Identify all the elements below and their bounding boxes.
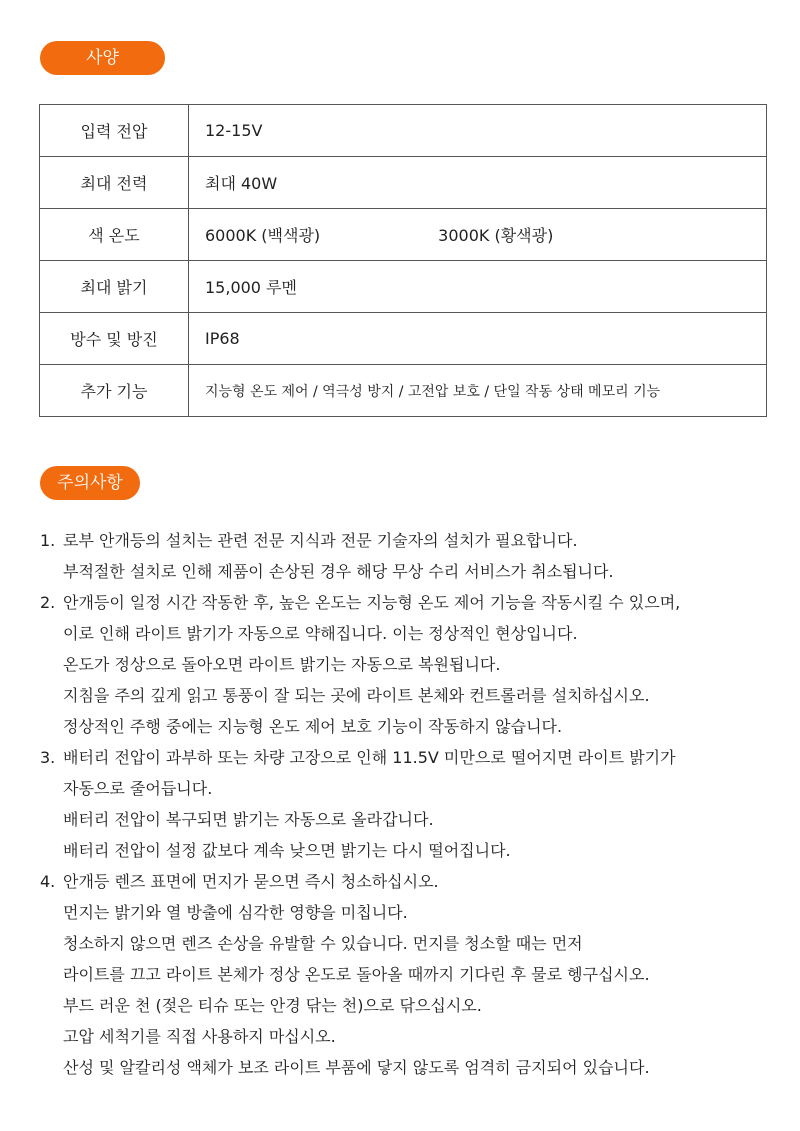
caution-line: 배터리 전압이 설정 값보다 계속 낮으면 밝기는 다시 떨어집니다. (63, 841, 511, 860)
spec-label: 색 온도 (40, 209, 189, 261)
caution-text: 로부 안개등의 설치는 관련 전문 지식과 전문 기술자의 설치가 필요합니다. (63, 531, 578, 550)
caution-line: 자동으로 줄어듭니다. (63, 779, 213, 798)
caution-item (40, 525, 770, 587)
caution-line: 이로 인해 라이트 밝기가 자동으로 약해집니다. 이는 정상적인 현상입니다. (63, 624, 578, 643)
caution-item (40, 866, 770, 1083)
caution-line (40, 587, 770, 618)
caution-line: 부드 러운 천 (젖은 티슈 또는 안경 닦는 천)으로 닦으십시오. (63, 996, 482, 1015)
caution-line: 산성 및 알칼리성 액체가 보조 라이트 부품에 닿지 않도록 엄격히 금지되어 있습니다. (63, 1058, 650, 1077)
spec-section-badge: 사양 (40, 41, 165, 75)
spec-label: 추가 기능 (40, 365, 189, 417)
spec-label: 최대 전력 (40, 157, 189, 209)
caution-line (40, 866, 770, 897)
spec-row (40, 157, 767, 209)
caution-number: 2. (40, 593, 56, 612)
caution-number: 3. (40, 748, 56, 767)
spec-value: 12-15V (189, 105, 767, 157)
spec-value (189, 209, 767, 261)
spec-row (40, 365, 767, 417)
caution-number: 4. (40, 872, 56, 891)
caution-section-badge: 주의사항 (40, 466, 140, 500)
spec-row (40, 313, 767, 365)
spec-label: 입력 전압 (40, 105, 189, 157)
caution-line: 부적절한 설치로 인해 제품이 손상된 경우 해당 무상 수리 서비스가 취소됩니다. (63, 562, 614, 581)
caution-list (40, 525, 770, 1083)
spec-value-yellow: 3000K (황색광) (438, 226, 554, 245)
caution-line: 청소하지 않으면 렌즈 손상을 유발할 수 있습니다. 먼지를 청소할 때는 먼저 (63, 934, 583, 953)
spec-value: IP68 (189, 313, 767, 365)
spec-value-white: 6000K (백색광) (205, 226, 321, 245)
caution-line: 라이트를 끄고 라이트 본체가 정상 온도로 돌아올 때까지 기다린 후 물로 헹구십시오. (63, 965, 650, 984)
spec-value: 15,000 루멘 (189, 261, 767, 313)
caution-line (40, 525, 770, 556)
caution-line: 정상적인 주행 중에는 지능형 온도 제어 보호 기능이 작동하지 않습니다. (63, 717, 563, 736)
caution-text: 안개등 렌즈 표면에 먼지가 묻으면 즉시 청소하십시오. (63, 872, 439, 891)
caution-line: 지침을 주의 깊게 읽고 통풍이 잘 되는 곳에 라이트 본체와 컨트롤러를 설치하십시오. (63, 686, 650, 705)
spec-row (40, 105, 767, 157)
caution-line: 먼지는 밝기와 열 방출에 심각한 영향을 미칩니다. (63, 903, 408, 922)
caution-text: 배터리 전압이 과부하 또는 차량 고장으로 인해 11.5V 미만으로 떨어지면 라이트 밝기가 (63, 748, 676, 767)
caution-text: 안개등이 일정 시간 작동한 후, 높은 온도는 지능형 온도 제어 기능을 작동시킬 수 있으며, (63, 593, 681, 612)
spec-row (40, 209, 767, 261)
spec-label: 최대 밝기 (40, 261, 189, 313)
caution-line: 고압 세척기를 직접 사용하지 마십시오. (63, 1027, 336, 1046)
spec-row (40, 261, 767, 313)
caution-item (40, 742, 770, 866)
spec-table (39, 104, 767, 417)
spec-value: 지능형 온도 제어 / 역극성 방지 / 고전압 보호 / 단일 작동 상태 메모리 기능 (189, 365, 767, 417)
caution-item (40, 587, 770, 742)
caution-number: 1. (40, 531, 56, 550)
spec-label: 방수 및 방진 (40, 313, 189, 365)
caution-line: 온도가 정상으로 돌아오면 라이트 밝기는 자동으로 복원됩니다. (63, 655, 501, 674)
caution-line: 배터리 전압이 복구되면 밝기는 자동으로 올라갑니다. (63, 810, 434, 829)
caution-line (40, 742, 770, 773)
spec-value: 최대 40W (189, 157, 767, 209)
